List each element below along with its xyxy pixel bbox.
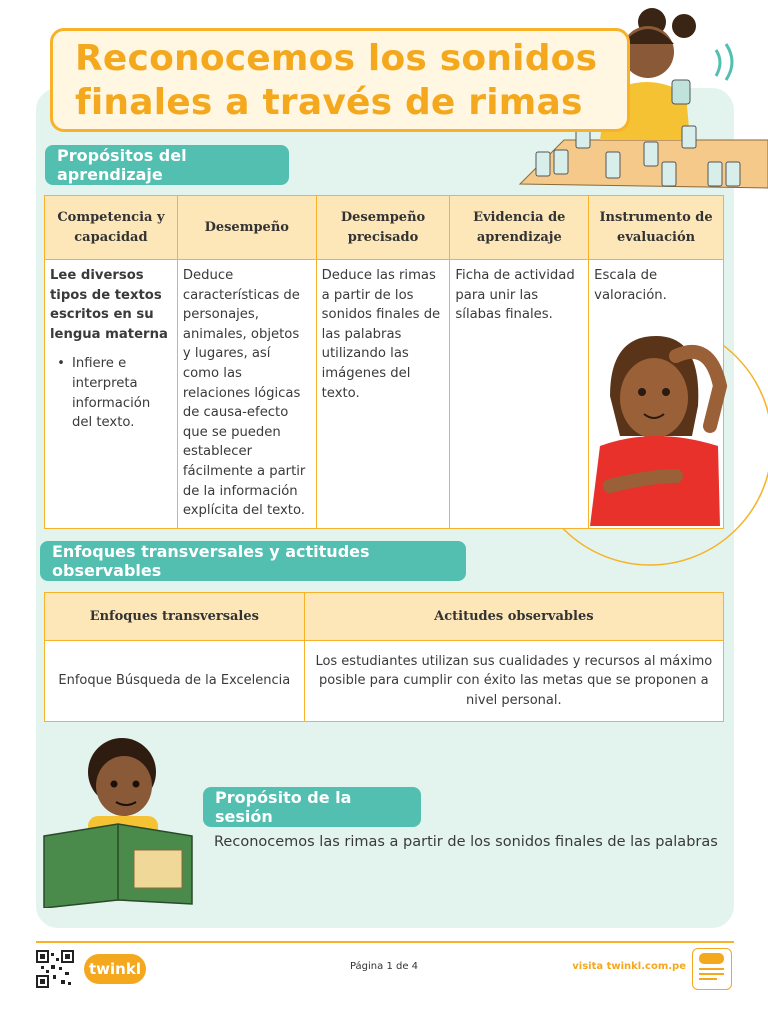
cell-instrumento: Escala de valoración. (589, 260, 724, 529)
header-desempeno: Desempeño (177, 196, 316, 260)
section-heading-proposito-sesion: Propósito de la sesión (203, 787, 421, 827)
site-link[interactable]: visita twinkl.com.pe (572, 961, 686, 972)
title-box (50, 28, 630, 132)
header-desempeno-precisado: Desempeño precisado (316, 196, 450, 260)
cell-desempeno-precisado: Deduce las rimas a partir de los sonidos finales de las palabras utilizando las imágenes del texto. (316, 260, 450, 529)
bullet-dot: • (57, 356, 65, 372)
capacidad-text: Infiere e interpreta información del texto. (72, 356, 151, 431)
table-row (45, 641, 724, 722)
footer-divider (36, 941, 734, 943)
section-heading-propositos: Propósitos del aprendizaje (45, 145, 289, 185)
quality-badge-icon (692, 948, 732, 990)
session-purpose-text: Reconocemos las rimas a partir de los sonidos finales de las palabras (214, 834, 718, 850)
cell-actitud: Los estudiantes utilizan sus cualidades y recursos al máximo posible para cumplir con éxito las metas que se proponen a nivel personal. (304, 641, 723, 722)
table-header-row (45, 593, 724, 641)
header-competencia: Competencia y capacidad (45, 196, 178, 260)
transversal-approaches-table (44, 592, 724, 722)
header-enfoques: Enfoques transversales (45, 593, 305, 641)
cell-evidencia: Ficha de actividad para unir las sílabas finales. (450, 260, 589, 529)
twinkl-logo[interactable]: twinkl (84, 954, 146, 984)
table-header-row (45, 196, 724, 260)
header-evidencia: Evidencia de aprendizaje (450, 196, 589, 260)
header-instrumento: Instrumento de evaluación (589, 196, 724, 260)
boy-reading-illustration (42, 732, 198, 908)
girl-thinking-illustration (580, 326, 730, 526)
cell-desempeno: Deduce características de personajes, animales, objetos y lugares, así como las relaciones lógicas de causa-efecto que se pueden establecer fácilmente a partir de la información explícita del texto. (177, 260, 316, 529)
cell-competencia (45, 260, 178, 529)
section-heading-enfoques: Enfoques transversales y actitudes observables (40, 541, 466, 581)
capacidad-bullet (50, 354, 172, 432)
header-actitudes: Actitudes observables (304, 593, 723, 641)
page-number: Página 1 de 4 (349, 961, 419, 972)
cell-enfoque: Enfoque Búsqueda de la Excelencia (45, 641, 305, 722)
page-title: Reconocemos los sonidos finales a través de rimas (75, 38, 598, 123)
competencia-text: Lee diversos tipos de textos escritos en su lengua materna (50, 268, 168, 342)
